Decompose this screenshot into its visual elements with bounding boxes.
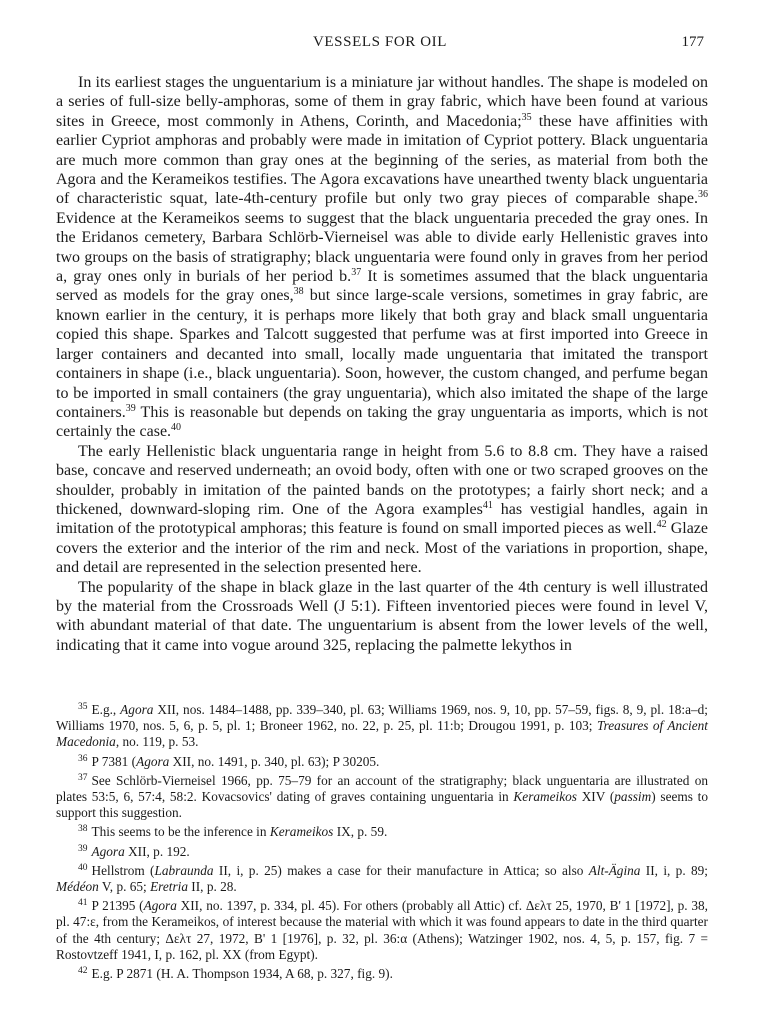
- footnote-42: [56, 966, 708, 982]
- paragraph-3: [56, 578, 708, 656]
- footnote-number: 41: [78, 898, 88, 909]
- footnote-title: Kerameikos: [513, 789, 577, 805]
- running-title: VESSELS FOR OIL: [312, 34, 448, 50]
- footnote-ref-41: 41: [482, 499, 493, 511]
- footnote-text: V, p. 65;: [98, 879, 151, 895]
- text-span: The early Hellenistic black unguentaria range in height from 5.6 to 8.8 cm. They have a raised base, concave and reserved underneath; an ovoid body, often with one or two scraped grooves on the shoulder, probably in imitation of the painted bands on the prototypes; a fairly short neck; and a thickened, downward-sloping rim. One of the Agora examples: [56, 442, 708, 518]
- running-header: [56, 34, 704, 58]
- paragraph-1: [56, 73, 708, 442]
- page-number: 177: [681, 34, 704, 50]
- footnote-37: [56, 773, 708, 822]
- text-span: This is reasonable but depends on taking the gray unguentaria as imports, which is not certainly the case.: [56, 403, 708, 441]
- paragraph-2: [56, 442, 708, 578]
- footnote-number: 40: [78, 862, 88, 873]
- footnote-text: E.g.,: [91, 702, 121, 717]
- footnote-title: Eretria: [150, 879, 188, 895]
- footnote-text: II, i, p. 89;: [640, 862, 708, 878]
- footnote-title: Labraunda: [154, 862, 214, 878]
- footnote-text: XIV (: [576, 789, 615, 805]
- footnote-text: Hellstrom (: [91, 862, 155, 878]
- footnote-number: 38: [78, 824, 88, 835]
- footnote-text: XII, no. 1491, p. 340, pl. 63); P 30205.: [169, 753, 380, 769]
- footnote-ref-42: 42: [656, 519, 667, 531]
- footnote-text: II, p. 28.: [187, 879, 237, 895]
- footnote-text: II, i, p. 25) makes a case for their manufacture in Attica; so also: [213, 862, 589, 878]
- footnote-number: 35: [78, 702, 88, 712]
- text-span: has vestigial handles, again in imitation of the prototypical amphoras; this feature is found on small imported pieces as well.: [56, 500, 708, 538]
- footnote-ref-37: 37: [351, 267, 362, 279]
- footnote-title: Alt-Ägina: [588, 862, 641, 878]
- footnote-title: Agora: [143, 898, 177, 914]
- footnote-text: IX, p. 59.: [333, 824, 388, 840]
- footnote-ref-39: 39: [125, 402, 136, 414]
- footnote-text: P 7381 (: [91, 753, 137, 769]
- footnote-text: P 21395 (: [91, 898, 144, 914]
- footnote-number: 36: [78, 753, 88, 764]
- footnote-title: Médéon: [56, 879, 99, 895]
- footnote-ref-36: 36: [698, 189, 708, 201]
- text-span: Evidence at the Kerameikos seems to suggest that the black unguentaria preceded the gray ones. In the Eridanos cemetery, Barbara Schlörb-Vierneisel was able to divide early Hellenistic graves into two groups on the basis of stratigraphy; black unguentaria were found only in graves from her period a, gray ones only in burials of her period b.: [56, 209, 708, 286]
- footnote-title: Kerameikos: [269, 824, 334, 840]
- footnote-39: [56, 844, 708, 860]
- footnote-text: See Schlörb-Vierneisel 1966, pp. 75–79 for an account of the stratigraphy; black unguentaria are illustrated on plates 53:5, 6, 57:4, 58:2. Kovacsovics' dating of graves containing unguentaria in: [56, 772, 708, 805]
- footnote-text: XII, no. 1397, p. 334, pl. 45). For others (probably all Attic) cf. Δελτ 25, 1970, Β' 1 [1972], p. 38, pl. 47:ε, from the Kerameikos, of interest because the material with which it was found appears to date in the third quarter of the 4th century; Δελτ 27, 1972, Β' 1 [1976], p. 32, pl. 36:α (Athens); Watzinger 1902, nos. 4, 5, p. 157, fig. 7 = Rostovtzeff 1941, I, p. 162, pl. XX (from Egypt).: [56, 898, 708, 962]
- footnote-ref-40: 40: [171, 422, 182, 434]
- text-span: In its earliest stages the unguentarium is a miniature jar without handles. The shape is modeled on a series of full-size belly-amphoras, some of them in gray fabric, which have been found at various sites in Greece, most commonly in Athens, Corinth, and Macedonia;: [56, 74, 708, 130]
- footnote-title: Agora: [91, 843, 125, 859]
- footnotes: [56, 702, 708, 985]
- footnote-40: [56, 863, 708, 895]
- footnote-number: 39: [78, 843, 88, 854]
- footnote-38: [56, 824, 708, 840]
- footnote-title: passim: [614, 789, 652, 805]
- footnote-text: XII, p. 192.: [124, 843, 190, 859]
- footnote-35: [56, 702, 708, 751]
- footnote-title: Agora: [120, 702, 154, 717]
- footnote-text: ) seems to support this suggestion.: [56, 789, 708, 821]
- footnote-ref-38: 38: [293, 286, 304, 298]
- footnote-number: 42: [78, 966, 88, 977]
- footnote-36: [56, 754, 708, 770]
- text-span: The popularity of the shape in black glaze in the last quarter of the 4th century is well illustrated by the material from the Crossroads Well (J 5:1). Fifteen inventoried pieces were found in level V, with abundant material of that date. The unguentarium is absent from the lower levels of the well, indicating that it came into vogue around 325, replacing the palmette lekythos in: [56, 578, 708, 654]
- text-span: Glaze covers the exterior and the interior of the rim and neck. Most of the variations in proportion, shape, and detail are represented in the selection presented here.: [56, 520, 708, 577]
- footnote-ref-35: 35: [521, 111, 532, 123]
- footnote-41: [56, 898, 708, 963]
- footnote-number: 37: [78, 772, 88, 783]
- main-text: [56, 73, 708, 655]
- text-span: these have affinities with earlier Cypriot amphoras and probably were made in imitation of Cypriot pottery. Black unguentaria are much more common than gray ones at the beginning of the series, as material from both the Agora and the Kerameikos testifies. The Agora excavations have unearthed twenty black unguentaria of characteristic squat, late-4th-century profile but only two gray pieces of comparable shape.: [56, 112, 709, 208]
- footnote-text: XII, nos. 1484–1488, pp. 339–340, pl. 63; Williams 1969, nos. 9, 10, pp. 57–59, figs. 8, 9, pl. 18:a–d; Williams 1970, nos. 5, 6, p. 5, pl. 1; Broneer 1962, no. 22, p. 25, pl. 11:b; Drougou 1991, p. 103;: [56, 702, 708, 734]
- text-span: but since large-scale versions, sometimes in gray fabric, are known earlier in the century, it is perhaps more likely that both gray and black small unguentaria copied this shape. Sparkes and Talcott suggested that perfume was at first imported into Greece in larger containers and decanted into small, locally made unguentaria that imitated the transport containers in shape (i.e., black unguentaria). Soon, however, the custom changed, and perfume began to be imported in small containers (the gray unguentaria), which also imitated the shape of the large containers.: [56, 287, 708, 421]
- footnote-text: , no. 119, p. 53.: [115, 734, 199, 750]
- footnote-text: This seems to be the inference in: [91, 824, 270, 840]
- text-span: It is sometimes assumed that the black unguentaria served as models for the gray ones,: [56, 268, 708, 305]
- footnote-text: E.g. P 2871 (H. A. Thompson 1934, A 68, p. 327, fig. 9).: [91, 966, 393, 982]
- footnote-title: Treasures of Ancient Macedonia: [56, 718, 709, 750]
- footnote-title: Agora: [136, 753, 170, 769]
